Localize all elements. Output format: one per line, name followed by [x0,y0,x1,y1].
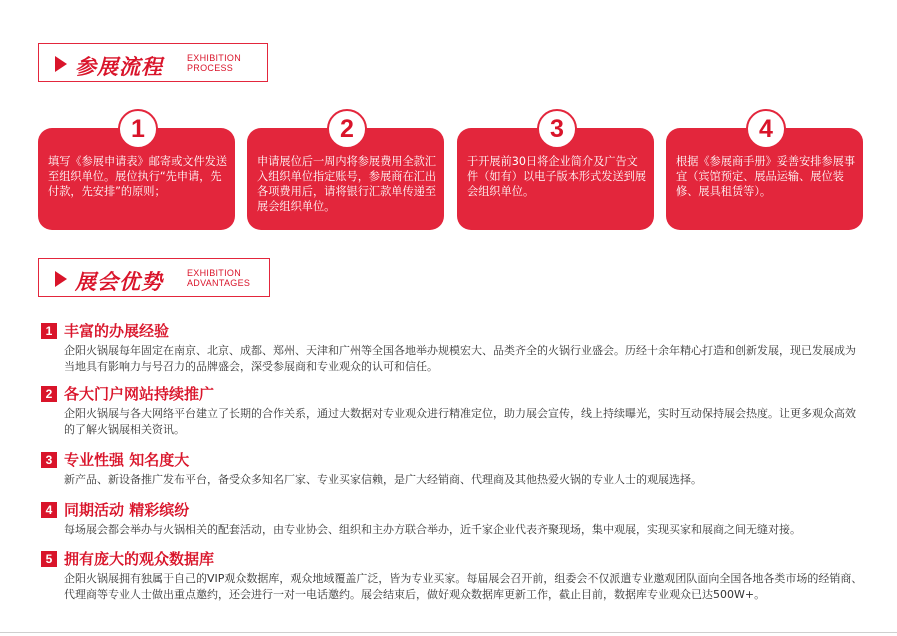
process-section-header [38,43,268,82]
advantage-item-title [41,548,214,568]
process-en-title: EXHIBITION PROCESS [187,53,242,73]
step-text: 根据《参展商手册》妥善安排参展事宜（宾馆预定、展品运输、展位装修、展具租赁等）。 [676,155,856,198]
step-number: 2 [327,109,367,149]
advantages-en-title: EXHIBITION ADVANTAGES [187,268,251,288]
advantage-number-badge: 1 [41,323,57,339]
advantage-title-label: 拥有庞大的观众数据库 [64,550,215,568]
advantage-item-title [41,383,214,403]
advantage-item-title [41,449,189,469]
advantage-description: 企阳火锅展与各大网络平台建立了长期的合作关系，通过大数据对专业观众进行精准定位，助力展会宣传，线上持续曝光，实时互动保持展会热度。让更多观众高效的了解火锅展相关资讯。 [64,407,856,436]
step-number: 4 [746,109,786,149]
advantage-number-badge: 3 [41,452,57,468]
play-triangle-icon [55,56,67,72]
advantage-item-title [41,320,169,340]
advantage-number-badge: 2 [41,386,57,402]
step-text: 填写《参展申请表》邮寄或文件发送至组织单位。展位执行“先申请，先付款，先安排”的原则； [48,155,228,198]
advantage-number-badge: 4 [41,502,57,518]
advantage-description: 企阳火锅展拥有独属于自己的VIP观众数据库，观众地域覆盖广泛，皆为专业买家。每届展会召开前，组委会不仅派遣专业邀观团队面向全国各地各类市场的经销商、代理商等专业人士做出重点邀约，还会进行一对一电话邀约。展会结束后，做好观众数据库更新工作，截止目前，数据库专业观众已达500W+。 [64,572,863,601]
advantage-description: 每场展会都会举办与火锅相关的配套活动，由专业协会、组织和主办方联合举办，近千家企业代表齐聚现场，集中观展，实现买家和展商之间无缝对接。 [64,523,801,536]
step-number: 1 [118,109,158,149]
step-text: 申请展位后一周内将参展费用全款汇入组织单位指定账号，参展商在汇出各项费用后，请将银行汇款单传递至展会组织单位。 [257,155,437,213]
play-triangle-icon [55,271,67,287]
process-step-card [457,115,654,230]
advantage-description: 企阳火锅展每年固定在南京、北京、成都、郑州、天津和广州等全国各地举办规模宏大、品类齐全的火锅行业盛会。历经十余年精心打造和创新发展，现已发展成为当地具有影响力与号召力的品牌盛会，深受参展商和专业观众的认可和信任。 [64,344,856,373]
process-step-card [247,115,444,230]
advantage-item-title [41,499,189,519]
advantages-title: 展会优势 [75,270,163,294]
advantage-title-label: 丰富的办展经验 [64,322,170,340]
bottom-divider [0,632,897,633]
advantage-title-label: 同期活动 精彩缤纷 [64,501,190,519]
advantage-title-label: 专业性强 知名度大 [64,451,190,469]
advantage-number-badge: 5 [41,551,57,567]
advantage-description: 新产品、新设备推广发布平台，备受众多知名厂家、专业买家信赖，是广大经销商、代理商及其他热爱火锅的专业人士的观展选择。 [64,473,702,486]
process-step-card [38,115,235,230]
process-title: 参展流程 [75,55,163,79]
advantages-section-header [38,258,270,297]
process-step-card [666,115,863,230]
advantage-title-label: 各大门户网站持续推广 [64,385,215,403]
step-number: 3 [537,109,577,149]
step-text: 于开展前30日将企业简介及广告文件（如有）以电子版本形式发送到展会组织单位。 [467,155,647,198]
